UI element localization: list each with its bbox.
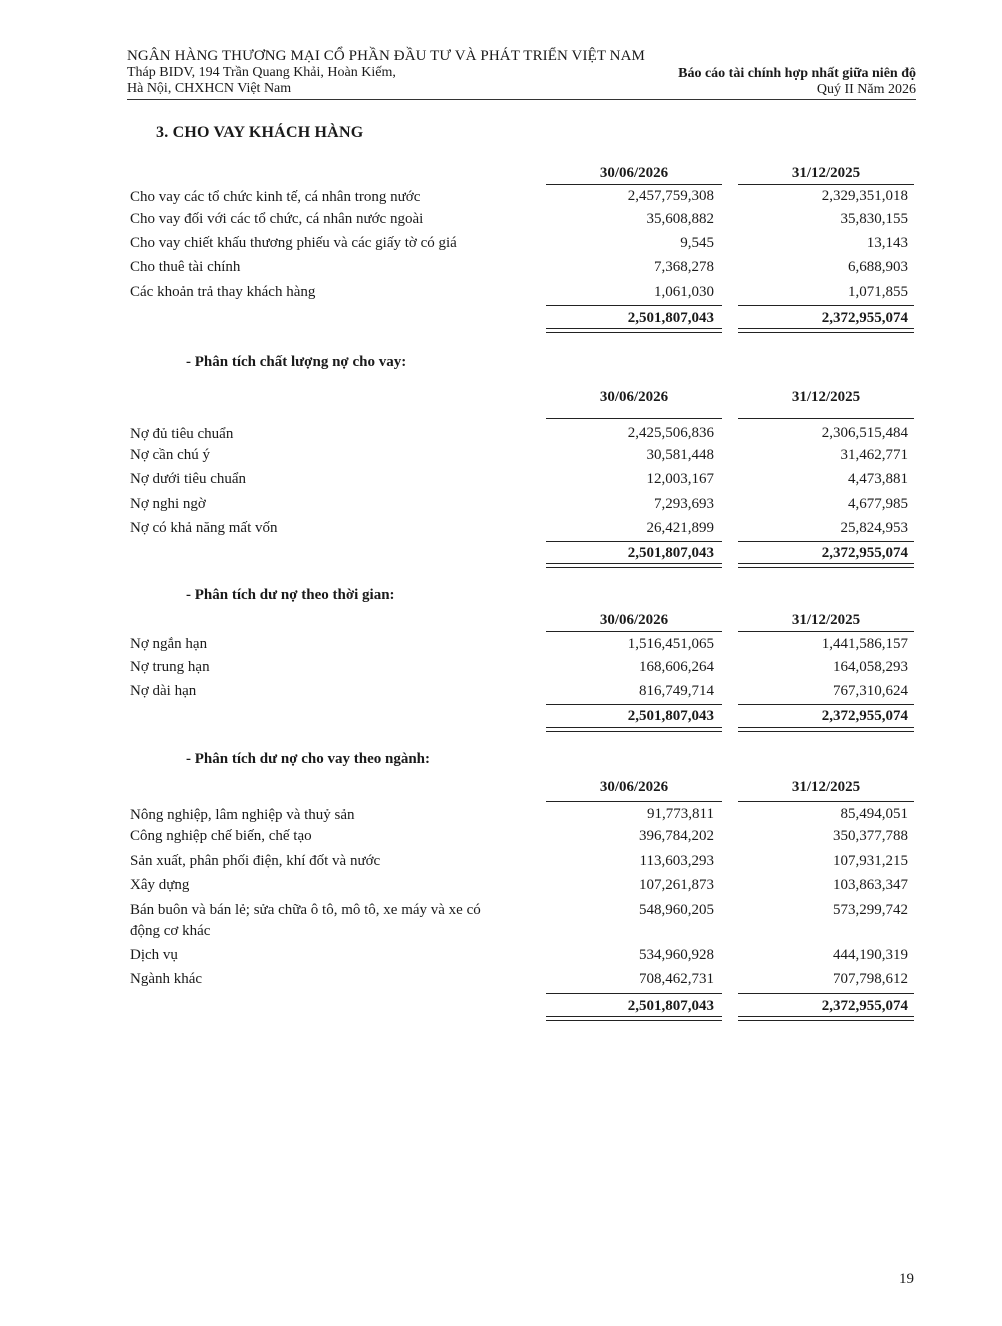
table-cell-value: 534,960,928 <box>639 947 714 963</box>
column-header-rule <box>546 184 722 185</box>
total-value: 2,501,807,043 <box>627 998 714 1014</box>
total-double-rule <box>546 563 722 568</box>
table-row-label: Sản xuất, phân phối điện, khí đốt và nước <box>130 853 381 869</box>
table-cell-value: 35,830,155 <box>840 211 908 227</box>
table-cell-value: 107,931,215 <box>833 853 908 869</box>
subtotal-rule <box>738 305 914 306</box>
table-cell-value: 9,545 <box>680 235 714 251</box>
column-header-date-1: 30/06/2026 <box>599 612 669 628</box>
total-value: 2,501,807,043 <box>627 545 714 561</box>
table-cell-value: 2,425,506,836 <box>627 425 714 441</box>
address-line-2: Hà Nội, CHXHCN Việt Nam <box>127 81 292 96</box>
table-cell-value: 91,773,811 <box>647 806 714 822</box>
table-row-label: Nợ ngắn hạn <box>130 636 208 652</box>
table-cell-value: 31,462,771 <box>840 447 908 463</box>
table-row-label: Cho thuê tài chính <box>130 259 241 275</box>
column-header-date-1: 30/06/2026 <box>599 389 669 405</box>
subsection-title: - Phân tích chất lượng nợ cho vay: <box>186 354 407 370</box>
table-cell-value: 444,190,319 <box>833 947 908 963</box>
table-cell-value: 2,457,759,308 <box>627 188 714 204</box>
column-header-rule <box>738 184 914 185</box>
table-row-label: Các khoản trả thay khách hàng <box>130 284 316 300</box>
subsection-title: - Phân tích dư nợ cho vay theo ngành: <box>186 751 431 767</box>
page-number: 19 <box>899 1271 914 1287</box>
total-value: 2,372,955,074 <box>821 708 908 724</box>
table-cell-value: 396,784,202 <box>639 828 714 844</box>
subsection-title: - Phân tích dư nợ theo thời gian: <box>186 587 395 603</box>
column-header-date-2: 31/12/2025 <box>791 165 861 181</box>
total-value: 2,372,955,074 <box>821 545 908 561</box>
subtotal-rule <box>738 541 914 542</box>
table-cell-value: 767,310,624 <box>833 683 908 699</box>
column-header-date-2: 31/12/2025 <box>791 612 861 628</box>
table-cell-value: 7,368,278 <box>654 259 714 275</box>
table-cell-value: 1,516,451,065 <box>627 636 714 652</box>
address-line-1: Tháp BIDV, 194 Trần Quang Khải, Hoàn Kiếm, <box>127 65 396 80</box>
table-row-label: Cho vay chiết khấu thương phiếu và các giấy tờ có giá <box>130 235 457 251</box>
column-header-rule <box>546 418 722 419</box>
table-row-label: Xây dựng <box>130 877 190 893</box>
table-cell-value: 85,494,051 <box>840 806 908 822</box>
total-value: 2,372,955,074 <box>821 998 908 1014</box>
table-cell-value: 12,003,167 <box>646 471 714 487</box>
table-cell-value: 548,960,205 <box>639 902 714 918</box>
subtotal-rule <box>738 704 914 705</box>
total-value: 2,501,807,043 <box>627 310 714 326</box>
table-row-label: Nợ dài hạn <box>130 683 197 699</box>
total-double-rule <box>546 1016 722 1021</box>
table-cell-value: 30,581,448 <box>646 447 714 463</box>
table-cell-value: 168,606,264 <box>639 659 714 675</box>
table-row-label: Nợ trung hạn <box>130 659 210 675</box>
table-row-label: Nợ đủ tiêu chuẩn <box>130 426 234 442</box>
subtotal-rule <box>546 993 722 994</box>
table-cell-value: 35,608,882 <box>646 211 714 227</box>
column-header-rule <box>738 801 914 802</box>
total-value: 2,372,955,074 <box>821 310 908 326</box>
total-double-rule <box>738 727 914 732</box>
subtotal-rule <box>546 305 722 306</box>
table-cell-value: 2,306,515,484 <box>821 425 908 441</box>
table-cell-value: 103,863,347 <box>833 877 908 893</box>
table-cell-value: 2,329,351,018 <box>821 188 908 204</box>
total-double-rule <box>738 1016 914 1021</box>
header-divider <box>127 99 916 100</box>
total-double-rule <box>738 328 914 333</box>
table-cell-value: 26,421,899 <box>646 520 714 536</box>
table-cell-value: 350,377,788 <box>833 828 908 844</box>
table-row-label: Công nghiệp chế biến, chế tạo <box>130 828 312 844</box>
table-row-label-continued: động cơ khác <box>130 923 211 939</box>
table-row-label: Ngành khác <box>130 971 203 987</box>
column-header-rule <box>738 631 914 632</box>
table-cell-value: 4,473,881 <box>848 471 908 487</box>
table-cell-value: 6,688,903 <box>848 259 908 275</box>
table-cell-value: 7,293,693 <box>654 496 714 512</box>
total-double-rule <box>546 727 722 732</box>
column-header-date-1: 30/06/2026 <box>599 779 669 795</box>
table-row-label: Nông nghiệp, lâm nghiệp và thuỷ sản <box>130 807 355 823</box>
table-cell-value: 13,143 <box>866 235 908 251</box>
table-cell-value: 107,261,873 <box>639 877 714 893</box>
subtotal-rule <box>546 704 722 705</box>
table-cell-value: 1,441,586,157 <box>821 636 908 652</box>
table-cell-value: 25,824,953 <box>840 520 908 536</box>
column-header-date-2: 31/12/2025 <box>791 779 861 795</box>
column-header-rule <box>738 418 914 419</box>
table-cell-value: 164,058,293 <box>833 659 908 675</box>
column-header-date-1: 30/06/2026 <box>599 165 669 181</box>
table-row-label: Nợ dưới tiêu chuẩn <box>130 471 247 487</box>
column-header-rule <box>546 801 722 802</box>
table-row-label: Nợ cần chú ý <box>130 447 210 463</box>
table-row-label: Cho vay đối với các tổ chức, cá nhân nước ngoài <box>130 211 424 227</box>
total-double-rule <box>546 328 722 333</box>
total-value: 2,501,807,043 <box>627 708 714 724</box>
table-cell-value: 113,603,293 <box>639 853 714 869</box>
table-cell-value: 573,299,742 <box>833 902 908 918</box>
table-cell-value: 708,462,731 <box>639 971 714 987</box>
column-header-date-2: 31/12/2025 <box>791 389 861 405</box>
column-header-rule <box>546 631 722 632</box>
section-title: 3. CHO VAY KHÁCH HÀNG <box>156 124 364 141</box>
report-title: Báo cáo tài chính hợp nhất giữa niên độ <box>678 66 916 81</box>
table-cell-value: 816,749,714 <box>639 683 714 699</box>
table-row-label: Cho vay các tổ chức kinh tế, cá nhân trong nước <box>130 189 421 205</box>
subtotal-rule <box>546 541 722 542</box>
table-row-label: Bán buôn và bán lẻ; sửa chữa ô tô, mô tô, xe máy và xe có <box>130 902 481 918</box>
table-cell-value: 1,061,030 <box>654 284 714 300</box>
table-cell-value: 4,677,985 <box>848 496 908 512</box>
total-double-rule <box>738 563 914 568</box>
bank-name: NGÂN HÀNG THƯƠNG MẠI CỔ PHẦN ĐẦU TƯ VÀ PHÁT TRIỂN VIỆT NAM <box>127 48 645 64</box>
table-cell-value: 707,798,612 <box>833 971 908 987</box>
report-period: Quý II Năm 2026 <box>816 82 916 97</box>
table-row-label: Nợ có khả năng mất vốn <box>130 520 278 536</box>
table-row-label: Nợ nghi ngờ <box>130 496 206 512</box>
table-cell-value: 1,071,855 <box>848 284 908 300</box>
table-row-label: Dịch vụ <box>130 947 178 963</box>
subtotal-rule <box>738 993 914 994</box>
